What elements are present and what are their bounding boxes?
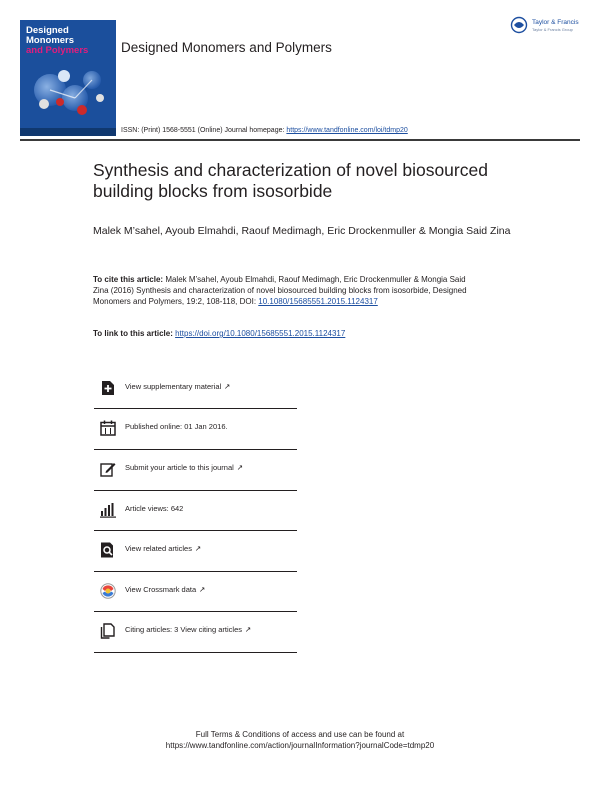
related-articles-link[interactable] bbox=[94, 530, 297, 570]
cover-molecule-image bbox=[20, 58, 116, 128]
cover-title-line1: Designed bbox=[26, 25, 69, 36]
external-link-icon: ↗ bbox=[236, 463, 244, 472]
external-link-icon: ↗ bbox=[245, 625, 252, 634]
publisher-logo-text: Taylor & Francis bbox=[532, 19, 579, 26]
cover-title bbox=[26, 26, 88, 56]
publisher-logo-icon bbox=[510, 16, 528, 34]
article-views-info bbox=[94, 490, 297, 530]
published-online-info bbox=[94, 408, 297, 448]
item-label: Citing articles: 3 View citing articles bbox=[125, 625, 242, 634]
citation-doi-link[interactable]: 10.1080/15685551.2015.1124317 bbox=[258, 297, 378, 306]
copy-icon bbox=[100, 623, 116, 639]
external-link-icon: ↗ bbox=[224, 382, 231, 391]
footer-journal-info-link[interactable]: https://www.tandfonline.com/action/journalInformation?journalCode=tdmp20 bbox=[165, 741, 435, 750]
footer-terms-line: Full Terms & Conditions of access and use can be found at bbox=[195, 730, 405, 739]
external-link-icon: ↗ bbox=[199, 585, 206, 594]
edit-icon bbox=[100, 461, 116, 477]
item-label: View Crossmark data bbox=[125, 585, 197, 594]
plus-document-icon bbox=[100, 380, 116, 396]
crossmark-icon bbox=[100, 583, 116, 599]
article-link-line bbox=[93, 329, 345, 338]
publisher-logo[interactable] bbox=[510, 16, 582, 36]
supplementary-material-link[interactable] bbox=[94, 368, 297, 408]
item-label: Submit your article to this journal bbox=[125, 463, 234, 472]
item-label: Article views: 642 bbox=[125, 504, 184, 513]
header-divider bbox=[20, 139, 580, 141]
item-label: View supplementary material bbox=[125, 382, 222, 391]
journal-cover bbox=[20, 20, 116, 136]
article-title: Synthesis and characterization of novel biosourced building blocks from isosorbide bbox=[93, 160, 488, 201]
citation-block bbox=[93, 274, 473, 307]
item-label: Published online: 01 Jan 2016. bbox=[125, 422, 228, 431]
crossmark-link[interactable] bbox=[94, 571, 297, 611]
citation-text: Malek M’sahel, Ayoub Elmahdi, Raouf Medimagh, Eric Drockenmuller & Mongia Said Zina (2016) Synthesis and characterization of novel biosourced building blocks from isosorbide, Designed Monomers and Polymers, 19:2, 108-118, DOI: bbox=[93, 275, 467, 306]
article-authors: Malek M’sahel, Ayoub Elmahdi, Raouf Medimagh, Eric Drockenmuller & Mongia Said Zina bbox=[93, 225, 511, 237]
submit-article-link[interactable] bbox=[94, 449, 297, 489]
article-doi-link[interactable]: https://doi.org/10.1080/15685551.2015.1124317 bbox=[175, 329, 346, 338]
citing-articles-link[interactable] bbox=[94, 611, 297, 651]
bar-chart-icon bbox=[100, 502, 116, 518]
item-label: View related articles bbox=[125, 544, 192, 553]
publisher-logo-subtext: Taylor & Francis Group bbox=[532, 27, 573, 32]
item-divider bbox=[94, 652, 297, 653]
cover-strip bbox=[20, 128, 116, 136]
search-document-icon bbox=[100, 542, 116, 558]
article-link-label: To link to this article: bbox=[93, 329, 176, 338]
journal-name: Designed Monomers and Polymers bbox=[121, 40, 332, 55]
calendar-icon bbox=[100, 420, 116, 436]
journal-homepage-link[interactable]: https://www.tandfonline.com/loi/tdmp20 bbox=[286, 127, 408, 134]
cover-title-line3: and Polymers bbox=[26, 45, 89, 56]
issn-text: ISSN: (Print) 1568-5551 (Online) Journal homepage: bbox=[121, 127, 287, 134]
issn-line bbox=[121, 127, 408, 134]
citation-label: To cite this article: bbox=[93, 275, 164, 284]
external-link-icon: ↗ bbox=[194, 544, 202, 553]
cover-title-line2: Monomers bbox=[26, 35, 75, 46]
